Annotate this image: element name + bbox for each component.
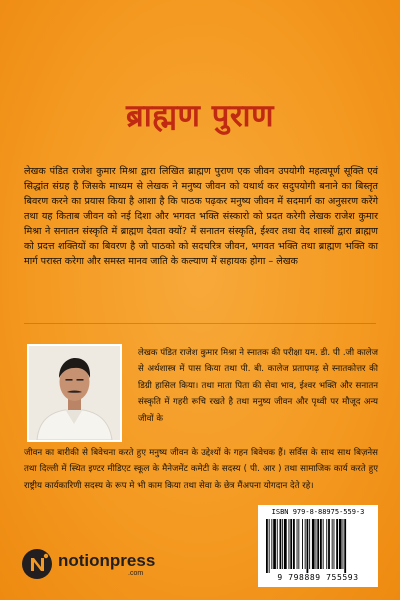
publisher-name: notionpress <box>58 551 156 570</box>
publisher-domain: .com <box>128 570 144 577</box>
author-photo <box>27 344 122 442</box>
publisher-logo <box>22 549 156 581</box>
book-description: लेखक पंडित राजेश कुमार मिश्रा द्वारा लिखित ब्राह्मण पुराण एक जीवन उपयोगी महत्वपूर्ण सूक्ति एवं सिद्धांत संग्रह है जिसके माध्यम से लेखक ने मनुष्य जीवन को यथार्थ कर सदुपयोगी बनाने का बिस्तृत बिवरण करने का प्रयास किया है आशा है कि पाठक पढ़कर मनुष्य जीवन में सदमार्ग का अनुसरण करेंगे तथा यह किताब जीवन को नई दिशा और भगवत भक्ति संस्कारो को प्रदत करेगी लेखक राजेश कुमार मिश्रा ने सनातन संस्कृति में ब्राह्मण देवता क्यों? में सनातन संस्कृति, ईश्वर तथा वेद शास्त्रों द्वारा ब्राह्मण को प्रदत्त शक्तियों का बिवरण है जो पाठको को सदचरित्र जीवन, भगवत भक्ति तथा ब्राह्मण भक्ति का मार्ग परास्त करेगा और समस्त मानव जाति के कल्याण में सहायक होगा – लेखक <box>24 166 378 267</box>
section-divider <box>24 323 376 324</box>
notionpress-logo-icon <box>22 549 52 579</box>
barcode-icon <box>264 519 372 573</box>
author-bio-top: लेखक पंडित राजेश कुमार मिश्रा ने स्नातक की परीक्षा यम. डी. पी .जी कालेज से अर्थशास्त्र में पास किया तथा पी. बी. कालेज प्रतापगढ़ से स्नातकोत्तर की डिग्री हासिल किया। तथा माता पिता की सेवा भाव, ईश्वर भक्ति और सनातन संस्कृति में गहरी रूचि रखते है तथा मनुष्य जीवन और पृथ्वी पर मौजूद अन्य जीवों के <box>138 348 378 424</box>
book-title: ब्राह्मण पुराण <box>126 98 274 134</box>
author-bio-bottom: जीवन का बारीकी से बिवेचना करते हुए मनुष्य जीवन के उद्देश्यों के गहन बिवेचक हैं। सर्विस के साथ साथ बिज़नेस तथा दिल्ली में स्थित इण्टर मीडिएट स्कूल के मैनेजमेंट कमेटी के सदस्य ( पी. आर ) तथा सामाजिक कार्य करते हुए राष्ट्रीय कार्यकारिणी सदस्य के रूप मे भी काम किया तथा सेवा के छेत्र मैंअपना योगदान देते रहे। <box>24 448 378 491</box>
isbn-number: ISBN 979-8-88975-559-3 <box>271 508 365 516</box>
isbn-barcode <box>258 505 378 587</box>
barcode-digits: 9 798889 755593 <box>277 573 359 582</box>
